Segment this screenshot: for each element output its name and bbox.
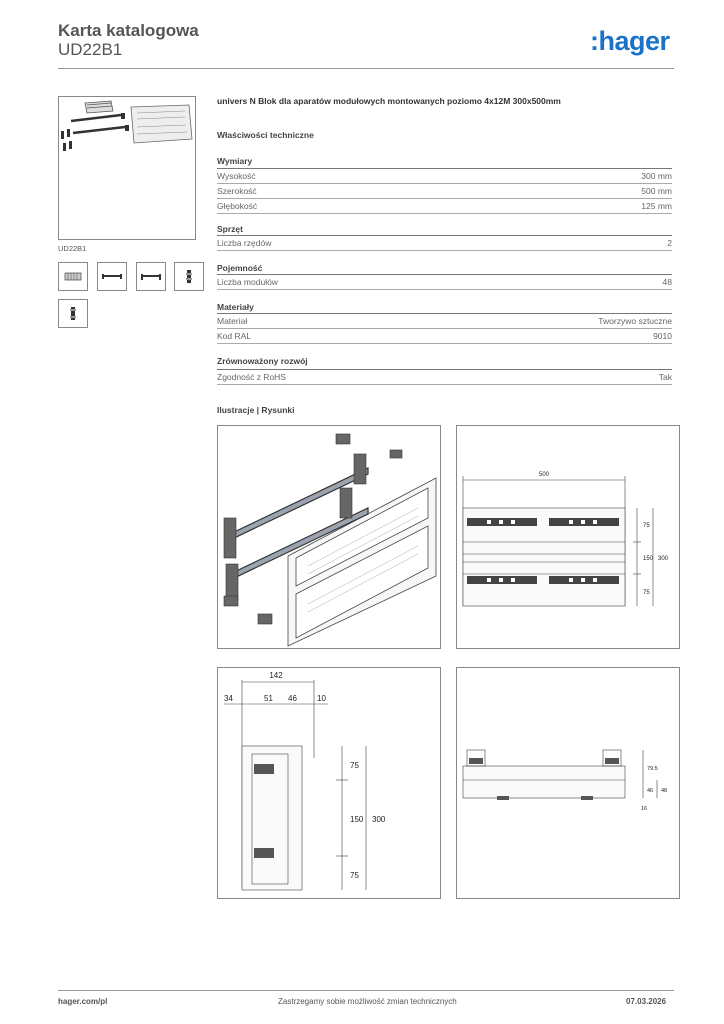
property-value: 48 <box>662 277 672 287</box>
dim-t1: 79.5 <box>647 766 658 772</box>
footer-disclaimer: Zastrzegamy sobie możliwość zmian technicznych <box>278 997 457 1006</box>
thumbnail-2[interactable] <box>97 262 127 291</box>
dim-h2: 150 <box>350 815 364 824</box>
thumbnail-3[interactable] <box>136 262 166 291</box>
product-image[interactable] <box>58 96 196 240</box>
group-title-sustainability: Zrównoważony rozwój <box>217 356 308 366</box>
thumbnail-5[interactable] <box>58 299 88 328</box>
property-value: Tworzywo sztuczne <box>598 316 672 326</box>
property-value: 125 mm <box>641 201 672 211</box>
footer-divider <box>58 990 674 991</box>
dim-height: 300 <box>658 556 669 562</box>
dim-d2: 150 <box>643 556 654 562</box>
thumbnail-1[interactable] <box>58 262 88 291</box>
group-title-materials: Materiały <box>217 302 254 312</box>
footer-date: 07.03.2026 <box>626 997 667 1006</box>
product-reference: UD22B1 <box>58 40 123 59</box>
footer-website-link[interactable]: hager.com/pl <box>58 997 108 1006</box>
property-label: Szerokość <box>217 186 257 196</box>
property-value: 9010 <box>653 331 672 341</box>
top-dimension-drawing <box>457 668 679 898</box>
property-row <box>217 314 672 329</box>
header-divider <box>58 68 674 69</box>
property-label: Materiał <box>217 316 248 326</box>
dim-t3: 48 <box>661 788 668 794</box>
group-title-dimensions: Wymiary <box>217 156 253 166</box>
group-title-equipment: Sprzęt <box>217 224 243 234</box>
dim-d: 10 <box>317 694 326 703</box>
dim-h1: 75 <box>350 761 359 770</box>
image-caption: UD22B1 <box>58 244 87 253</box>
dim-h3: 75 <box>350 871 359 880</box>
property-row <box>217 370 672 385</box>
thumbnail-4[interactable] <box>174 262 204 291</box>
dim-height: 300 <box>372 815 386 824</box>
property-value: Tak <box>658 372 672 382</box>
property-value: 2 <box>667 238 672 248</box>
dim-t2: 46 <box>647 788 654 794</box>
dim-d3: 75 <box>643 590 650 596</box>
illustration-3d-view[interactable] <box>217 425 441 649</box>
dim-a: 34 <box>224 694 233 703</box>
illustration-top-drawing[interactable] <box>456 667 680 899</box>
dim-t4: 16 <box>641 806 648 812</box>
exploded-assembly-icon <box>218 426 440 648</box>
property-row <box>217 199 672 214</box>
property-row <box>217 184 672 199</box>
document-title: Karta katalogowa <box>58 21 199 40</box>
property-value: 300 mm <box>641 171 672 181</box>
product-description: univers N Blok dla aparatów modułowych montowanych poziomo 4x12M 300x500mm <box>217 96 561 106</box>
side-dimension-drawing <box>218 668 440 898</box>
property-row <box>217 169 672 184</box>
group-title-capacity: Pojemność <box>217 263 263 273</box>
dim-b: 51 <box>264 694 273 703</box>
dim-w-total: 142 <box>269 671 283 680</box>
dim-c: 46 <box>288 694 297 703</box>
property-label: Wysokość <box>217 171 256 181</box>
dim-d1: 75 <box>643 523 650 529</box>
property-row <box>217 329 672 344</box>
illustration-side-drawing[interactable] <box>217 667 441 899</box>
product-photo-icon <box>59 97 195 239</box>
property-row <box>217 236 672 251</box>
dim-width: 500 <box>538 472 550 478</box>
property-label: Liczba rzędów <box>217 238 272 248</box>
property-label: Kod RAL <box>217 331 252 341</box>
property-label: Liczba modułów <box>217 277 278 287</box>
technical-properties-heading: Właściwości techniczne <box>217 130 314 140</box>
property-label: Głębokość <box>217 201 258 211</box>
illustration-front-drawing[interactable] <box>456 425 680 649</box>
property-label: Zgodność z RoHS <box>217 372 286 382</box>
front-dimension-drawing <box>457 426 679 648</box>
illustrations-heading: Ilustracje | Rysunki <box>217 405 295 415</box>
hager-logo: :hager <box>590 26 670 56</box>
property-value: 500 mm <box>641 186 672 196</box>
property-row <box>217 275 672 290</box>
